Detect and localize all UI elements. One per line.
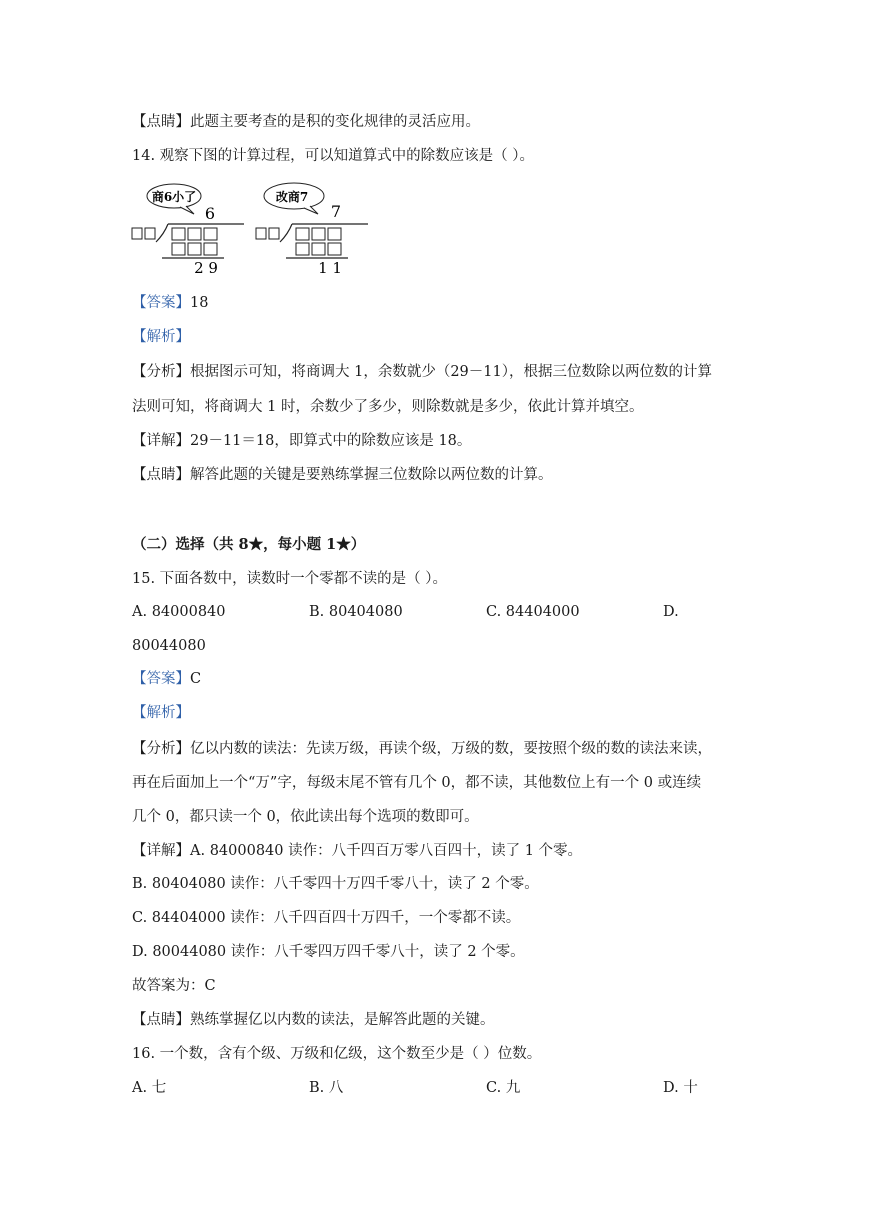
- q16-option-a: A. 七: [132, 1080, 167, 1096]
- q14-dianjing: 【点睛】解答此题的关键是要熟练掌握三位数除以两位数的计算。: [132, 467, 553, 483]
- q15-xiangjie-a: 【详解】A. 84000840 读作：八千四百万零八百四十，读了 1 个零。: [132, 843, 583, 859]
- q14-division-figure: [128, 178, 378, 278]
- q14-question: 14. 观察下图的计算过程，可以知道算式中的除数应该是（ ）。: [132, 148, 535, 164]
- q15-dianjing: 【点睛】熟练掌握亿以内数的读法，是解答此题的关键。: [132, 1012, 495, 1028]
- answer-value: 18: [190, 295, 209, 311]
- section-title: （二）选择（共 8★，每小题 1★）: [132, 536, 366, 553]
- q15-option-c: C. 84404000: [486, 604, 580, 620]
- q14-analysis-tag: 【解析】: [132, 329, 190, 345]
- q15-question: 15. 下面各数中，读数时一个零都不读的是（ ）。: [132, 571, 448, 587]
- right-division: [256, 183, 368, 277]
- q16-option-b: B. 八: [309, 1080, 344, 1096]
- q15-option-a: A. 84000840: [132, 604, 226, 620]
- q16-option-d: D. 十: [663, 1080, 698, 1096]
- q15-xiangjie-b: B. 80404080 读作：八千零四十万四千零八十，读了 2 个零。: [132, 876, 539, 892]
- q16-option-c: C. 九: [486, 1080, 521, 1096]
- answer-tag: 【答案】: [132, 671, 190, 687]
- left-remainder: 2 9: [194, 259, 218, 277]
- right-quotient: 7: [330, 202, 342, 221]
- right-bubble-text: 改商7: [275, 190, 309, 204]
- q15-fenxi-1: 【分析】亿以内数的读法：先读万级，再读个级，万级的数，要按照个级的数的读法来读，: [132, 741, 712, 757]
- answer-tag: 【答案】: [132, 295, 190, 311]
- right-remainder: 1 1: [318, 259, 342, 277]
- q15-option-b: B. 80404080: [309, 604, 403, 620]
- q15-xiangjie-d: D. 80044080 读作：八千零四万四千零八十，读了 2 个零。: [132, 944, 525, 960]
- q15-xiangjie-c: C. 84404000 读作：八千四百四十万四千，一个零都不读。: [132, 910, 521, 926]
- q15-option-d: D.: [663, 604, 679, 620]
- q14-answer: [132, 293, 208, 313]
- q15-option-d-value: 80044080: [132, 638, 206, 654]
- q15-conclusion: 故答案为：C: [132, 978, 216, 994]
- left-division: [132, 184, 244, 277]
- q16-question: 16. 一个数，含有个级、万级和亿级，这个数至少是（ ）位数。: [132, 1046, 542, 1062]
- q14-fenxi-1: 【分析】根据图示可知，将商调大 1，余数就少（29－11），根据三位数除以两位数的计算: [132, 364, 712, 380]
- q14-xiangjie: 【详解】29－11＝18，即算式中的除数应该是 18。: [132, 433, 472, 449]
- left-quotient: 6: [204, 204, 216, 223]
- q15-fenxi-2: 再在后面加上一个“万”字，每级末尾不管有几个 0，都不读，其他数位上有一个 0 或连续: [132, 775, 702, 791]
- left-bubble-text: 商6小了: [151, 190, 197, 204]
- q15-analysis-tag: 【解析】: [132, 705, 190, 721]
- q15-fenxi-3: 几个 0，都只读一个 0，依此读出每个选项的数即可。: [132, 809, 479, 825]
- q15-answer: [132, 669, 201, 689]
- answer-value: C: [190, 671, 202, 687]
- q13-dianjing: 【点睛】此题主要考查的是积的变化规律的灵活应用。: [132, 114, 480, 130]
- q14-fenxi-2: 法则可知，将商调大 1 时，余数少了多少，则除数就是多少，依此计算并填空。: [132, 399, 644, 415]
